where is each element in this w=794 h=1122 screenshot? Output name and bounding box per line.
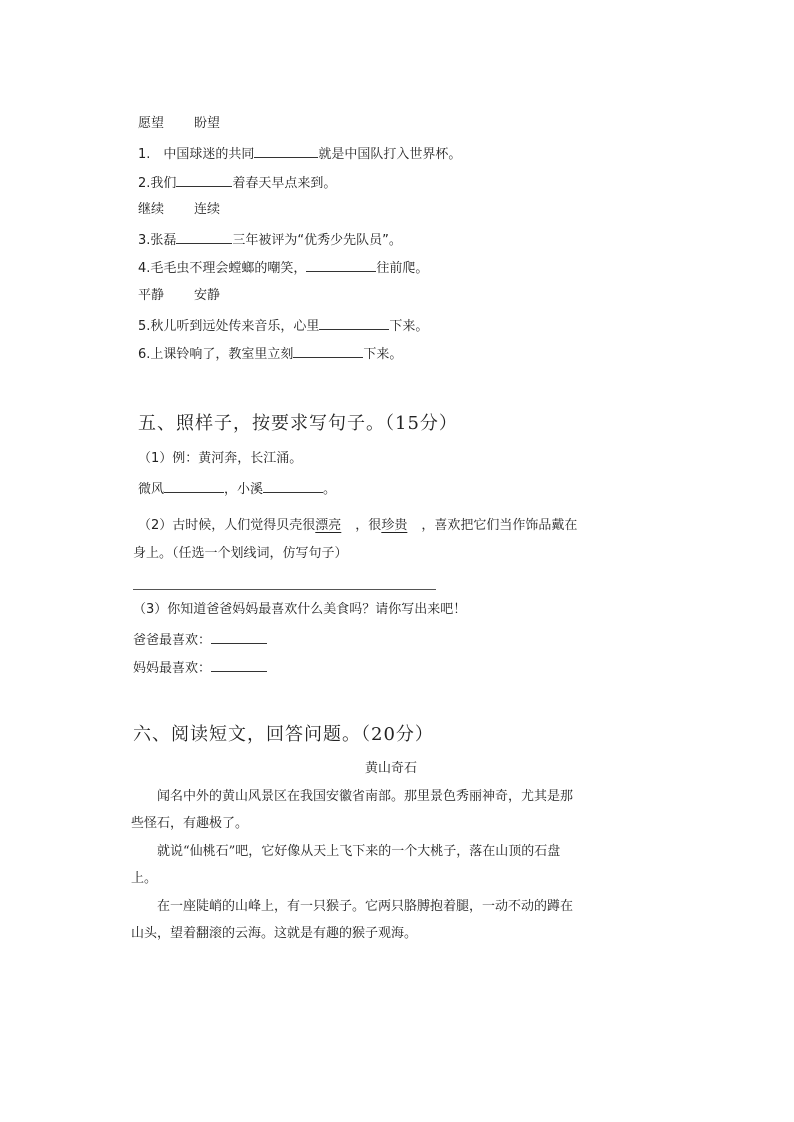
question-text: 6.上课铃响了，教室里立刻 xyxy=(138,347,294,362)
word-pair-3 xyxy=(138,287,220,305)
sentence-3-question: （3）你知道爸爸妈妈最喜欢什么美食吗？请你写出来吧！ xyxy=(133,602,467,617)
task-text: 。 xyxy=(323,482,337,497)
answer-blank[interactable] xyxy=(164,479,224,493)
passage-line: 山头，望着翻滚的云海。这就是有趣的猴子观海。 xyxy=(131,926,418,941)
mom-favorite-row xyxy=(133,658,267,678)
question-text: 下来。 xyxy=(363,347,403,362)
question-1 xyxy=(138,144,461,164)
dad-favorite-label: 爸爸最喜欢： xyxy=(133,633,212,648)
word-option: 愿望 xyxy=(138,116,165,131)
word-option: 盼望 xyxy=(194,116,221,131)
question-text: 下来。 xyxy=(389,319,429,334)
answer-blank[interactable] xyxy=(319,316,389,330)
answer-blank[interactable] xyxy=(306,258,376,272)
question-text: 2.我们 xyxy=(138,176,177,191)
question-5 xyxy=(138,316,428,336)
dad-favorite-row xyxy=(133,630,267,650)
word-option: 继续 xyxy=(138,202,165,217)
task-text: ，小溪 xyxy=(224,482,264,497)
passage-line: 上。 xyxy=(131,871,158,886)
answer-blank[interactable] xyxy=(176,230,232,244)
passage-title: 黄山奇石 xyxy=(365,761,418,776)
word-option: 平静 xyxy=(138,288,165,303)
passage-line: 就说“仙桃石”吧，它好像从天上飞下来的一个大桃子，落在山顶的石盘 xyxy=(157,844,561,859)
task-text: ，喜欢把它们当作饰品戴在 xyxy=(421,518,578,533)
question-text: 就是中国队打入世界杯。 xyxy=(318,147,462,162)
word-option: 安静 xyxy=(194,288,221,303)
question-6 xyxy=(138,344,402,364)
sentence-example: （1）例：黄河奔，长江涌。 xyxy=(138,451,303,466)
section-6-heading: 六、阅读短文，回答问题。（20分） xyxy=(133,724,434,745)
question-text: 往前爬。 xyxy=(376,261,429,276)
answer-blank[interactable] xyxy=(263,479,323,493)
answer-blank[interactable] xyxy=(254,144,318,158)
section-5-heading: 五、照样子，按要求写句子。（15分） xyxy=(138,413,458,434)
underlined-word: 珍贵 xyxy=(381,518,408,533)
question-3 xyxy=(138,230,402,250)
word-option: 连续 xyxy=(194,202,221,217)
task-text: ，很 xyxy=(355,518,382,533)
question-text: 4.毛毛虫不理会螳螂的嘲笑， xyxy=(138,261,307,276)
question-text: 5.秋儿听到远处传来音乐，心里 xyxy=(138,319,320,334)
word-pair-1 xyxy=(138,115,220,133)
sentence-2-task xyxy=(138,517,577,535)
passage-line: 在一座陡峭的山峰上，有一只猴子。它两只胳膊抱着腿，一动不动的蹲在 xyxy=(157,899,574,914)
question-text: 3.张磊 xyxy=(138,233,177,248)
question-4 xyxy=(138,258,428,278)
question-text: 着春天早点来到。 xyxy=(232,176,337,191)
mom-favorite-label: 妈妈最喜欢： xyxy=(133,661,212,676)
question-text: 1. 中国球迷的共同 xyxy=(138,147,255,162)
question-2 xyxy=(138,173,336,193)
passage-line: 些怪石，有趣极了。 xyxy=(131,816,249,831)
answer-line[interactable] xyxy=(133,589,436,590)
answer-blank[interactable] xyxy=(293,344,363,358)
passage-line: 闻名中外的黄山风景区在我国安徽省南部。那里景色秀丽神奇，尤其是那 xyxy=(157,789,574,804)
answer-blank[interactable] xyxy=(211,658,267,672)
answer-blank[interactable] xyxy=(176,173,232,187)
answer-blank[interactable] xyxy=(211,630,267,644)
task-text: （2）古时候，人们觉得贝壳很 xyxy=(138,518,316,533)
underlined-word: 漂亮 xyxy=(315,518,342,533)
sentence-1-task xyxy=(138,479,336,499)
sentence-2-instruction: 身上。（任选一个划线词，仿写句子） xyxy=(133,546,348,561)
task-text: 微风 xyxy=(138,482,165,497)
word-pair-2 xyxy=(138,201,220,219)
question-text: 三年被评为“优秀少先队员”。 xyxy=(232,233,402,248)
